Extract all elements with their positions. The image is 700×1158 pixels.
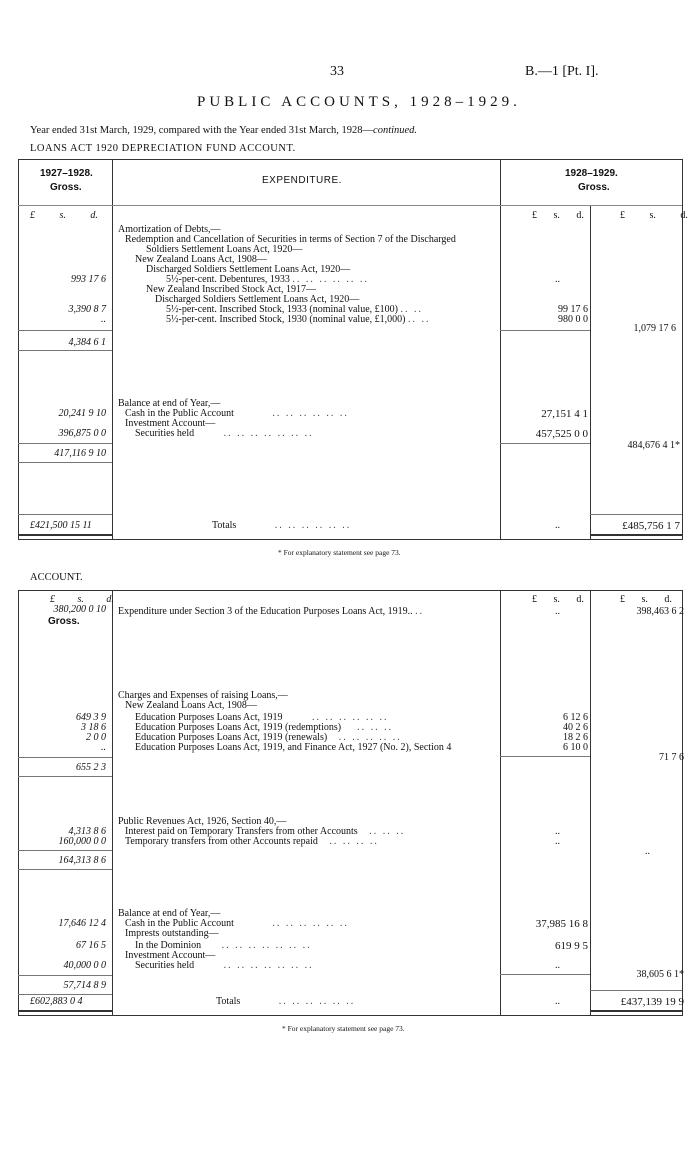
t2-prev-revenue1: 4,313 8 6 bbox=[68, 826, 106, 837]
charges-line3: Education Purposes Loans Act, 1919 (renewals) .. .. .. .. .. bbox=[135, 732, 402, 743]
stock-1930-label: 5½-per-cent. Inscribed Stock, 1930 (nominal value, £1,000) bbox=[166, 314, 406, 325]
t2-b-totals: £437,139 19 9 bbox=[620, 996, 684, 1008]
t2-totals-row: Totals .. .. .. .. .. .. bbox=[216, 996, 356, 1007]
balance-cash: Cash in the Public Account .. .. .. .. .. .. bbox=[125, 408, 349, 419]
prev-balance-securities: 396,875 0 0 bbox=[58, 428, 106, 439]
a-balance-securities: 457,525 0 0 bbox=[535, 428, 588, 440]
t2-prev-charges-total: 655 2 3 bbox=[76, 762, 106, 773]
balance-investment: Investment Account— bbox=[125, 418, 216, 429]
section-title: LOANS ACT 1920 DEPRECIATION FUND ACCOUNT. bbox=[30, 143, 296, 154]
stock-1933-label: 5½-per-cent. Inscribed Stock, 1933 (nominal value, £100) bbox=[166, 304, 398, 315]
col-prev-header: 1927–1928. bbox=[40, 168, 93, 179]
line-discharged2: Discharged Soldiers Settlement Loans Act, 1920— bbox=[155, 294, 360, 305]
b-totals: £485,756 1 7 bbox=[622, 520, 680, 532]
t2-currency-b-pence: d. bbox=[664, 594, 672, 605]
line-redemption: Redemption and Cancellation of Securities in terms of Section 7 of the Discharged bbox=[125, 234, 456, 245]
prev-balance-cash: 20,241 9 10 bbox=[58, 408, 106, 419]
subtitle bbox=[30, 125, 417, 136]
t2-balance-dominion-label: In the Dominion bbox=[135, 940, 202, 951]
col-mid-header: EXPENDITURE. bbox=[262, 175, 342, 186]
t2-row1-label: Expenditure under Section 3 of the Education Purposes Loans Act, 1919.. bbox=[118, 606, 413, 617]
charges-line1-label: Education Purposes Loans Act, 1919 bbox=[135, 712, 283, 723]
subtitle-main: Year ended 31st March, 1929, compared with the Year ended 31st March, 1928— bbox=[30, 125, 374, 136]
currency-prev-pence: d. bbox=[90, 210, 98, 221]
line-inscribed: New Zealand Inscribed Stock Act, 1917— bbox=[146, 284, 316, 295]
b-amortization-total: 1,079 17 6 bbox=[633, 323, 676, 334]
charges-line3-label: Education Purposes Loans Act, 1919 (renewals) bbox=[135, 732, 328, 743]
t2-a-revenue1: .. bbox=[555, 826, 560, 837]
t2-prev-charges3: 2 0 0 bbox=[86, 732, 106, 743]
t2-a-row1: .. bbox=[555, 606, 560, 617]
a-stock-1933: 99 17 6 bbox=[558, 304, 588, 315]
t2-balance-cash: Cash in the Public Account .. .. .. .. .. .. bbox=[125, 918, 349, 929]
t2-prev-totals: £602,883 0 4 bbox=[30, 996, 83, 1007]
t2-prev-balance-dominion: 67 16 5 bbox=[76, 940, 106, 951]
t2-b-row1: 398,463 6 2 bbox=[636, 606, 684, 617]
currency-prev-pounds: £ bbox=[30, 210, 35, 221]
t2-currency-b-pounds: £ bbox=[620, 594, 625, 605]
balance-securities: Securities held .. .. .. .. .. .. .. bbox=[135, 428, 314, 439]
t2-b-charges: 71 7 6 bbox=[659, 752, 684, 763]
charges-line4: Education Purposes Loans Act, 1919, and Finance Act, 1927 (No. 2), Section 4 bbox=[135, 742, 452, 753]
t2-currency-b-shillings: s. bbox=[641, 594, 648, 605]
prev-subtotal: 4,384 6 1 bbox=[68, 337, 106, 348]
t2-a-totals: .. bbox=[555, 996, 560, 1007]
page-title: PUBLIC ACCOUNTS, 1928–1929. bbox=[197, 94, 521, 110]
col-curr-sub: Gross. bbox=[578, 182, 610, 193]
t2-a-balance-securities: .. bbox=[555, 960, 560, 971]
prev-balance-total: 417,116 9 10 bbox=[54, 448, 106, 459]
currency-prev bbox=[30, 210, 98, 221]
a-totals: .. bbox=[555, 520, 560, 531]
charges-heading: Charges and Expenses of raising Loans,— bbox=[118, 690, 288, 701]
b-balance-total: 484,676 4 1* bbox=[627, 440, 680, 451]
col-curr-header: 1928–1929. bbox=[565, 168, 618, 179]
t2-balance-imprests: Imprests outstanding— bbox=[125, 928, 219, 939]
balance-cash-label: Cash in the Public Account bbox=[125, 408, 234, 419]
t2-balance-investment: Investment Account— bbox=[125, 950, 216, 961]
t2-currency-prev-pence: d. bbox=[106, 594, 114, 605]
charges-line1: Education Purposes Loans Act, 1919 .. .. .. .. .. .. bbox=[135, 712, 389, 723]
document-reference: B.—1 [Pt. I]. bbox=[525, 64, 599, 79]
t2-currency-a bbox=[532, 594, 584, 605]
debentures-label: 5½-per-cent. Debentures, 1933 bbox=[166, 274, 290, 285]
currency-b-pounds: £ bbox=[620, 210, 625, 221]
totals-label: Totals bbox=[212, 520, 237, 531]
t2-a-charges2: 40 2 6 bbox=[563, 722, 588, 733]
t2-prev-balance-cash: 17,646 12 4 bbox=[58, 918, 106, 929]
t2-a-balance-dominion: 619 9 5 bbox=[555, 940, 588, 952]
currency-a bbox=[532, 210, 584, 221]
charges-line2: Education Purposes Loans Act, 1919 (redemptions) .. .. .. bbox=[135, 722, 394, 733]
t2-prev-charges2: 3 18 6 bbox=[81, 722, 106, 733]
t2-prev-charges1: 649 3 9 bbox=[76, 712, 106, 723]
t2-a-revenue2: .. bbox=[555, 836, 560, 847]
t2-prev-row1: 380,200 0 10 bbox=[53, 604, 106, 615]
t2-balance-cash-label: Cash in the Public Account bbox=[125, 918, 234, 929]
t2-currency-prev-shillings: s. bbox=[77, 594, 84, 605]
t2-balance-securities: Securities held .. .. .. .. .. .. .. bbox=[135, 960, 314, 971]
t2-currency-a-shillings: s. bbox=[553, 594, 560, 605]
t2-row1: Expenditure under Section 3 of the Education Purposes Loans Act, 1919.. .. bbox=[118, 606, 425, 617]
t2-prev-balance-securities: 40,000 0 0 bbox=[63, 960, 106, 971]
line-soldiers: Soldiers Settlement Loans Act, 1920— bbox=[146, 244, 303, 255]
revenue-heading: Public Revenues Act, 1926, Section 40,— bbox=[118, 816, 287, 827]
revenue-transfers: Temporary transfers from other Accounts repaid .. .. .. .. bbox=[125, 836, 379, 847]
prev-stock-1930: .. bbox=[101, 314, 106, 325]
t2-col-prev-sub: Gross. bbox=[48, 616, 80, 627]
section-account-title: ACCOUNT. bbox=[30, 572, 83, 583]
totals-row: Totals .. .. .. .. .. .. bbox=[212, 520, 352, 531]
t2-b-revenue: .. bbox=[645, 846, 650, 857]
balance-heading: Balance at end of Year,— bbox=[118, 398, 221, 409]
t2-balance-dominion: In the Dominion .. .. .. .. .. .. .. bbox=[135, 940, 312, 951]
currency-a-pounds: £ bbox=[532, 210, 537, 221]
line-stock-1933: 5½-per-cent. Inscribed Stock, 1933 (nominal value, £100) .. .. bbox=[166, 304, 423, 315]
currency-b-shillings: s. bbox=[649, 210, 656, 221]
prev-stock-1933: 3,390 8 7 bbox=[68, 304, 106, 315]
t2-currency-prev-pounds: £ bbox=[50, 594, 55, 605]
t2-b-balance: 38,605 6 1* bbox=[636, 969, 684, 980]
line-debentures: 5½-per-cent. Debentures, 1933 .. .. .. .. .. .. bbox=[166, 274, 369, 285]
t2-a-charges3: 18 2 6 bbox=[563, 732, 588, 743]
currency-a-pence: d. bbox=[576, 210, 584, 221]
prev-totals: £421,500 15 11 bbox=[30, 520, 92, 531]
col-prev-sub: Gross. bbox=[50, 182, 82, 193]
t2-currency-a-pence: d. bbox=[576, 594, 584, 605]
a-balance-cash: 27,151 4 1 bbox=[541, 408, 588, 420]
t2-a-balance-cash: 37,985 16 8 bbox=[535, 918, 588, 930]
line-amortization: Amortization of Debts,— bbox=[118, 224, 221, 235]
line-stock-1930: 5½-per-cent. Inscribed Stock, 1930 (nominal value, £1,000) .. .. bbox=[166, 314, 431, 325]
t2-balance-securities-label: Securities held bbox=[135, 960, 195, 971]
revenue-interest: Interest paid on Temporary Transfers from other Accounts .. .. .. bbox=[125, 826, 406, 837]
subtitle-continued: continued. bbox=[373, 125, 418, 136]
revenue-interest-label: Interest paid on Temporary Transfers from other Accounts bbox=[125, 826, 358, 837]
currency-b bbox=[620, 210, 688, 221]
t2-footnote: * For explanatory statement see page 73. bbox=[282, 1024, 405, 1033]
t2-prev-revenue-total: 164,313 8 6 bbox=[58, 855, 106, 866]
a-stock-1930: 980 0 0 bbox=[558, 314, 588, 325]
t2-totals-label: Totals bbox=[216, 996, 241, 1007]
charges-nz-loans: New Zealand Loans Act, 1908— bbox=[125, 700, 257, 711]
footnote: * For explanatory statement see page 73. bbox=[278, 548, 401, 557]
t2-a-charges1: 6 12 6 bbox=[563, 712, 588, 723]
t2-prev-charges4: .. bbox=[101, 742, 106, 753]
t2-prev-balance-total: 57,714 8 9 bbox=[63, 980, 106, 991]
t2-a-charges4: 6 10 0 bbox=[563, 742, 588, 753]
currency-prev-shillings: s. bbox=[59, 210, 66, 221]
charges-line2-label: Education Purposes Loans Act, 1919 (redemptions) bbox=[135, 722, 342, 733]
prev-debentures: 993 17 6 bbox=[71, 274, 106, 285]
line-discharged: Discharged Soldiers Settlement Loans Act, 1920— bbox=[146, 264, 351, 275]
page-number: 33 bbox=[330, 64, 344, 79]
t2-prev-revenue2: 160,000 0 0 bbox=[58, 836, 106, 847]
currency-a-shillings: s. bbox=[553, 210, 560, 221]
t2-currency-a-pounds: £ bbox=[532, 594, 537, 605]
t2-balance-heading: Balance at end of Year,— bbox=[118, 908, 221, 919]
a-debentures: .. bbox=[555, 274, 560, 285]
balance-securities-label: Securities held bbox=[135, 428, 195, 439]
currency-b-pence: d. bbox=[680, 210, 688, 221]
line-nz-loans: New Zealand Loans Act, 1908— bbox=[135, 254, 267, 265]
revenue-transfers-label: Temporary transfers from other Accounts repaid bbox=[125, 836, 318, 847]
t2-currency-b bbox=[620, 594, 672, 605]
